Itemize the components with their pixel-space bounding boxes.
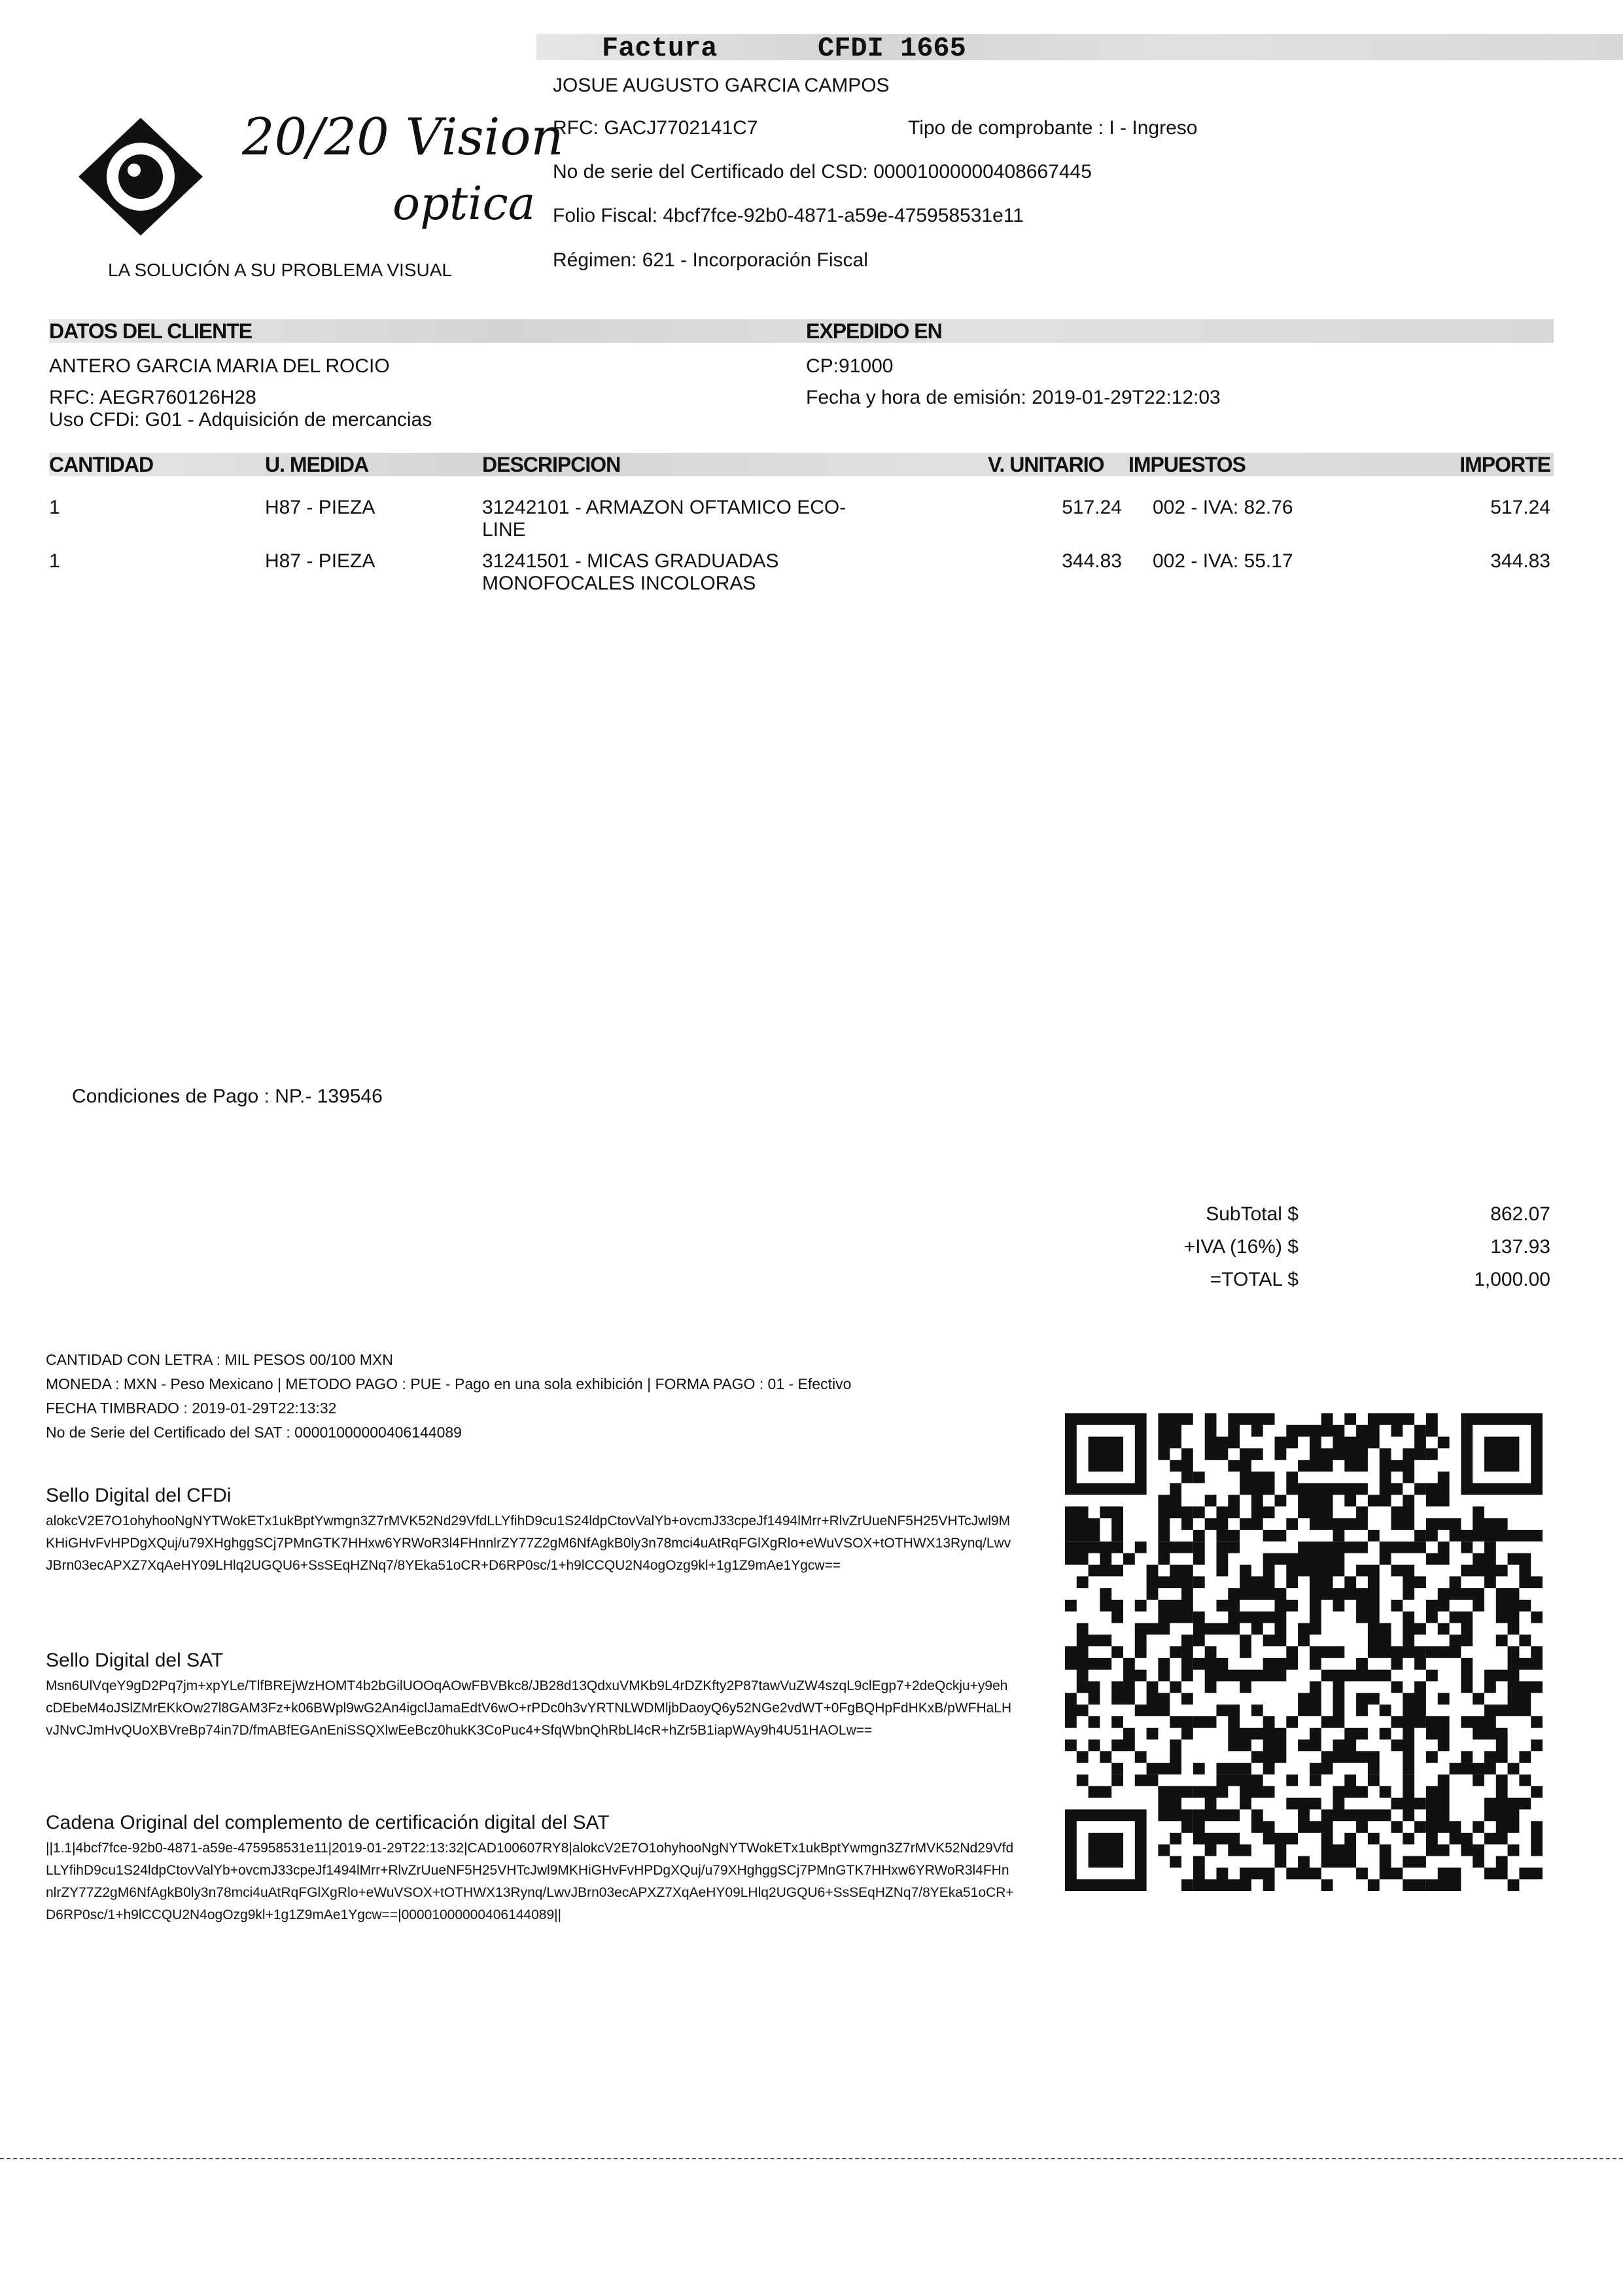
row2-importe: 344.83 <box>1490 550 1550 572</box>
csd-serial: No de serie del Certificado del CSD: 00001000000408667445 <box>553 161 1092 183</box>
client-band <box>49 319 1554 343</box>
row1-cantidad: 1 <box>49 497 60 518</box>
client-rfc: RFC: AEGR760126H28 <box>49 387 256 408</box>
row1-unitario: 517.24 <box>1062 497 1122 518</box>
col-importe: IMPORTE <box>1459 453 1550 476</box>
brand-subname: optica <box>393 177 536 230</box>
sat-certificado: No de Serie del Certificado del SAT : 00001000000406144089 <box>46 1424 462 1441</box>
document-type: Factura <box>602 33 718 64</box>
row2-cantidad: 1 <box>49 550 60 572</box>
total-label: =TOTAL $ <box>1210 1269 1299 1290</box>
cfdi-number: CFDI 1665 <box>818 33 966 64</box>
cadena-text: ||1.1|4bcf7fce-92b0-4871-a59e-475958531e11|2019-01-29T22:13:32|CAD100607RY8|alokcV2E7O1ohyhooNgNYTWokETx1ukBptYwmgn3Z7rMVK52Nd29VfdLLYfihD9cu1S24ldpCtovValYb+ovcmJ33cpeJf1494lMrr+RlvZrUueNF5H25VHTcJwl9MKHiGHvFvHPDgXQuj/u79XHghggSCj7PMnGTK7HHxw6YRWoR3l4FHnnlrZY77Z2gM6NfAgkB0ly3n78mci4uAtRqFGlXgRlo+eWuVSOX+tOTHWX13Rynq/LwvJBrn03ecAPXZ7XqAeHY09LHlq2UGQU6+SsSEqHZNq7/8YEka51oCR+D6RP0sc/1+h9lCCQU2N4ogOzg9kl+1g1Z9mAe1Ygcw==|00001000000406144089|| <box>46 1841 1014 1922</box>
iva-value: 137.93 <box>1490 1236 1550 1258</box>
expedido-section-title: EXPEDIDO EN <box>806 319 942 343</box>
row2-medida: H87 - PIEZA <box>265 550 375 572</box>
row1-desc-line2: LINE <box>482 519 526 540</box>
subtotal-value: 862.07 <box>1490 1203 1550 1225</box>
expedido-cp: CP:91000 <box>806 355 894 377</box>
col-medida: U. MEDIDA <box>265 453 369 476</box>
qr-code-icon <box>1065 1413 1543 1891</box>
issuer-name: JOSUE AUGUSTO GARCIA CAMPOS <box>553 75 890 96</box>
sello-sat-title: Sello Digital del SAT <box>46 1650 224 1671</box>
row1-medida: H87 - PIEZA <box>265 497 375 518</box>
total-value: 1,000.00 <box>1474 1269 1550 1290</box>
folio-fiscal: Folio Fiscal: 4bcf7fce-92b0-4871-a59e-475958531e11 <box>553 205 1024 226</box>
qr-code <box>1065 1413 1543 1891</box>
fecha-timbrado: FECHA TIMBRADO : 2019-01-29T22:13:32 <box>46 1400 337 1417</box>
brand-tagline: LA SOLUCIÓN A SU PROBLEMA VISUAL <box>108 260 452 280</box>
bottom-dashed-line <box>0 2158 1623 2159</box>
qr-finder-pattern <box>1461 1413 1543 1495</box>
client-section-title: DATOS DEL CLIENTE <box>49 319 253 343</box>
fecha-emision: Fecha y hora de emisión: 2019-01-29T22:12:03 <box>806 387 1221 408</box>
col-impuestos: IMPUESTOS <box>1128 453 1246 476</box>
cantidad-letra: CANTIDAD CON LETRA : MIL PESOS 00/100 MXN <box>46 1351 393 1368</box>
row1-desc-line1: 31242101 - ARMAZON OFTAMICO ECO- <box>482 497 846 518</box>
moneda-metodo-forma: MONEDA : MXN - Peso Mexicano | METODO PAGO : PUE - Pago en una sola exhibición | FORMA PAGO : 01 - Efectivo <box>46 1375 852 1392</box>
row2-desc-line1: 31241501 - MICAS GRADUADAS <box>482 550 779 572</box>
subtotal-label: SubTotal $ <box>1206 1203 1299 1225</box>
sello-cfdi-title: Sello Digital del CFDi <box>46 1485 232 1506</box>
col-descripcion: DESCRIPCION <box>482 453 621 476</box>
sello-sat-text: Msn6UlVqeY9gD2Pq7jm+xpYLe/TlfBREjWzHOMT4b2bGilUOOqAOwFBVBkc8/JB28d13QdxuVMKb9L4rDZKfty2P87tawVuZW4szqL9clEgp7+2deQckju+y9ehcDEbeM4oJSlZMrEKkOw27l8GAM3Fz+k06BWpl9wG2An4igclJamaEdtV6wO+rPDc0h3vYRTNLWDMljbDaoyQ6y52NGe2vdWT+0FgBQHpFdHKxB/pWFHaLHvJNvCJmHvQUoXBVreBp74in7D/fmABfEGAnEniSSQXlwEeBcz0hukK3CoPuc4+SfqWbnQhRbLl4cR+hZr5B1iapWAy9h4U51HAOLw== <box>46 1678 1012 1738</box>
client-uso-cfdi: Uso CFDi: G01 - Adquisición de mercancias <box>49 409 432 431</box>
tipo-comprobante: Tipo de comprobante : I - Ingreso <box>908 117 1198 139</box>
regimen-fiscal: Régimen: 621 - Incorporación Fiscal <box>553 249 868 271</box>
row2-desc-line2: MONOFOCALES INCOLORAS <box>482 573 756 594</box>
row1-impuestos: 002 - IVA: 82.76 <box>1153 497 1293 518</box>
cadena-title: Cadena Original del complemento de certificación digital del SAT <box>46 1812 610 1833</box>
brand-name: 20/20 Vision <box>242 108 564 167</box>
issuer-rfc: RFC: GACJ7702141C7 <box>553 117 758 139</box>
col-unitario: V. UNITARIO <box>988 453 1104 476</box>
row2-unitario: 344.83 <box>1062 550 1122 572</box>
condiciones-pago: Condiciones de Pago : NP.- 139546 <box>72 1086 383 1107</box>
sello-cfdi-text: alokcV2E7O1ohyhooNgNYTWokETx1ukBptYwmgn3Z7rMVK52Nd29VfdLLYfihD9cu1S24ldpCtovValYb+ovcmJ33cpeJf1494lMrr+RlvZrUueNF5H25VHTcJwl9MKHiGHvFvHPDgXQuj/u79XHghggSCj7PMnGTK7HHxw6YRWoR3l4FHnnlrZY77Z2gM6NfAgkB0ly3n78mci4uAtRqFGlXgRlo+eWuVSOX+tOTHWX13Rynq/LwvJBrn03ecAPXZ7XqAeHY09LHlq2UGQU6+SsSEqHZNq7/8YEka51oCR+D6RP0sc/1+h9lCCQU2N4ogOzg9kl+1g1Z9mAe1Ygcw== <box>46 1513 1011 1573</box>
row2-impuestos: 002 - IVA: 55.17 <box>1153 550 1293 572</box>
row1-importe: 517.24 <box>1490 497 1550 518</box>
qr-finder-pattern <box>1065 1809 1147 1891</box>
qr-finder-pattern <box>1065 1413 1147 1495</box>
col-cantidad: CANTIDAD <box>49 453 154 476</box>
iva-label: +IVA (16%) $ <box>1183 1236 1299 1258</box>
client-name: ANTERO GARCIA MARIA DEL ROCIO <box>49 355 390 377</box>
